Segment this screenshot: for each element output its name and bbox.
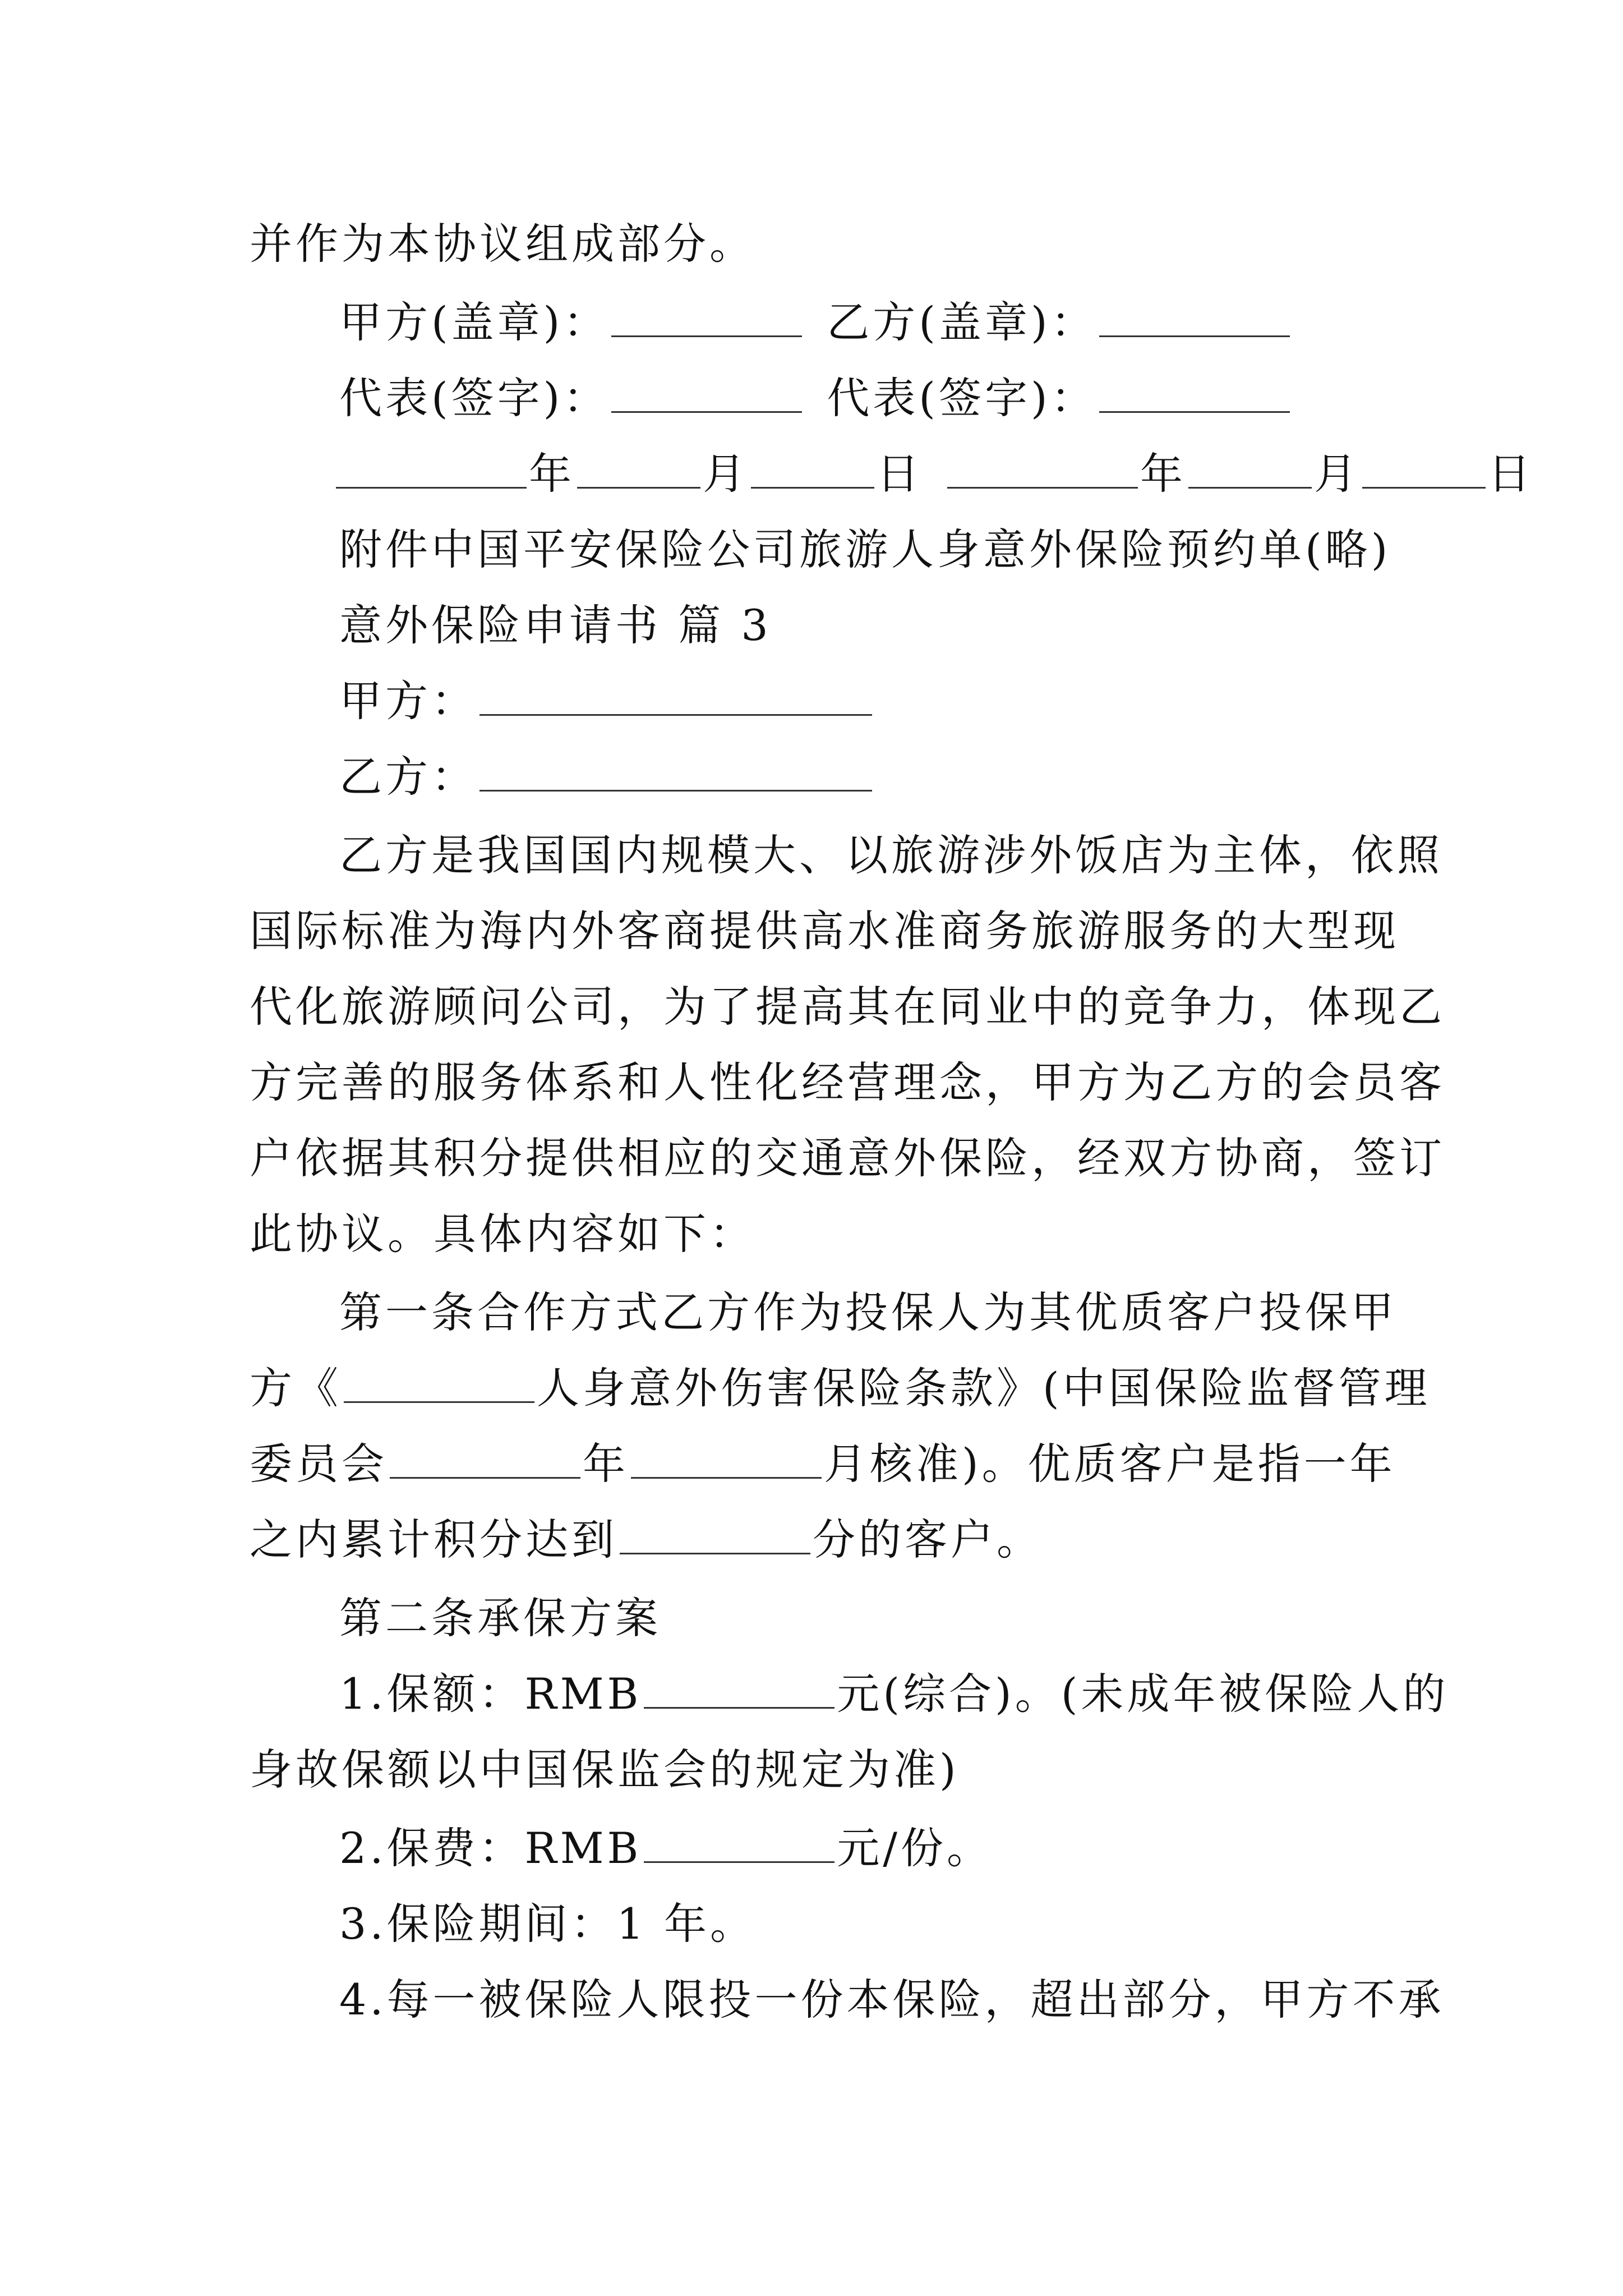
text: 附件中国平安保险公司旅游人身意外保险预约单(略)	[339, 524, 1391, 574]
text: 3.保险期间：1 年。	[339, 1899, 757, 1949]
text: 1.保额：RMB	[339, 1669, 642, 1719]
points-blank	[620, 1513, 810, 1554]
approval-year-blank	[390, 1438, 580, 1479]
item-3-line	[339, 1896, 1478, 1952]
text: 2.保费：RMB	[339, 1823, 642, 1873]
party-b-label: 乙方：	[339, 752, 477, 802]
article-1-line	[250, 1512, 1388, 1568]
item-4-line	[339, 1972, 1478, 2028]
text: 年	[583, 1439, 629, 1489]
text: 户依据其积分提供相应的交通意外保险，经双方协商，签订	[250, 1133, 1445, 1183]
paragraph-line	[250, 1206, 1388, 1262]
signature-stamp-row	[339, 295, 1478, 351]
month-label: 月	[703, 449, 749, 499]
text: 第二条承保方案	[339, 1593, 661, 1643]
party-a-stamp-label: 甲方(盖章)：	[339, 297, 610, 347]
party-a-blank	[479, 675, 872, 716]
party-b-blank	[479, 751, 872, 792]
party-a-rep-label: 代表(签字)：	[339, 373, 610, 423]
year-label: 年	[529, 449, 575, 499]
sum-insured-blank	[644, 1668, 834, 1709]
text: 委员会	[250, 1439, 388, 1489]
section-title	[339, 597, 1478, 654]
text: 元/份。	[837, 1823, 993, 1873]
text: 乙方是我国国内规模大、以旅游涉外饭店为主体，依照	[339, 830, 1443, 880]
text: 元(综合)。(未成年被保险人的	[837, 1669, 1449, 1719]
premium-blank	[644, 1822, 834, 1863]
paragraph-line	[250, 1130, 1445, 1186]
year-blank-a	[336, 448, 527, 489]
day-blank-a	[751, 448, 874, 489]
text: 分的客户。	[813, 1515, 1043, 1565]
day-blank-b	[1362, 448, 1486, 489]
date-row	[334, 446, 1534, 502]
text: 国际标准为海内外客商提供高水准商务旅游服务的大型现	[250, 906, 1399, 956]
item-1-line	[339, 1666, 1478, 1722]
text: 意外保险申请书 篇 3	[339, 600, 772, 650]
text: 人身意外伤害保险条款》(中国保险监督管理	[537, 1363, 1431, 1413]
text: 之内累计积分达到	[250, 1515, 617, 1565]
attachment-line	[339, 522, 1478, 578]
item-1-line	[250, 1742, 1388, 1798]
month-blank-a	[577, 448, 700, 489]
text-line	[250, 216, 1388, 272]
text: 身故保额以中国保监会的规定为准)	[250, 1745, 960, 1795]
party-a-line	[339, 673, 1478, 729]
party-a-stamp-blank	[611, 296, 802, 337]
party-b-line	[339, 749, 1478, 805]
article-1-line	[250, 1436, 1396, 1492]
year-blank-b	[947, 448, 1138, 489]
insurer-name-blank	[344, 1362, 534, 1403]
paragraph-line	[250, 903, 1399, 959]
text: 第一条合作方式乙方作为投保人为其优质客户投保甲	[339, 1287, 1397, 1337]
text: 方完善的服务体系和人性化经营理念，甲方为乙方的会员客	[250, 1057, 1445, 1107]
month-blank-b	[1188, 448, 1312, 489]
approval-month-blank	[631, 1438, 822, 1479]
signature-representative-row	[339, 370, 1478, 426]
party-b-rep-blank	[1099, 372, 1290, 413]
item-2-line	[339, 1820, 1478, 1876]
party-b-stamp-label: 乙方(盖章)：	[827, 297, 1097, 347]
day-label: 日	[877, 449, 923, 499]
text: 并作为本协议组成部分。	[250, 219, 755, 269]
text: 4.每一被保险人限投一份本保险，超出部分，甲方不承	[339, 1975, 1445, 2024]
article-2-title	[339, 1590, 1478, 1646]
party-b-stamp-blank	[1099, 296, 1290, 337]
paragraph-line	[250, 1055, 1445, 1111]
party-a-label: 甲方：	[339, 676, 477, 726]
year-label: 年	[1140, 449, 1186, 499]
text: 方《	[250, 1363, 342, 1413]
text: 代化旅游顾问公司，为了提高其在同业中的竞争力，体现乙	[250, 982, 1445, 1032]
paragraph-line	[250, 979, 1445, 1035]
party-b-rep-label: 代表(签字)：	[827, 373, 1097, 423]
day-label: 日	[1488, 449, 1534, 499]
article-1-line	[250, 1360, 1431, 1416]
text: 月核准)。优质客户是指一年	[824, 1439, 1396, 1489]
article-1-line	[339, 1285, 1478, 1341]
party-a-rep-blank	[611, 372, 802, 413]
month-label: 月	[1314, 449, 1360, 499]
paragraph-line	[339, 827, 1478, 884]
text: 此协议。具体内容如下：	[250, 1209, 755, 1259]
